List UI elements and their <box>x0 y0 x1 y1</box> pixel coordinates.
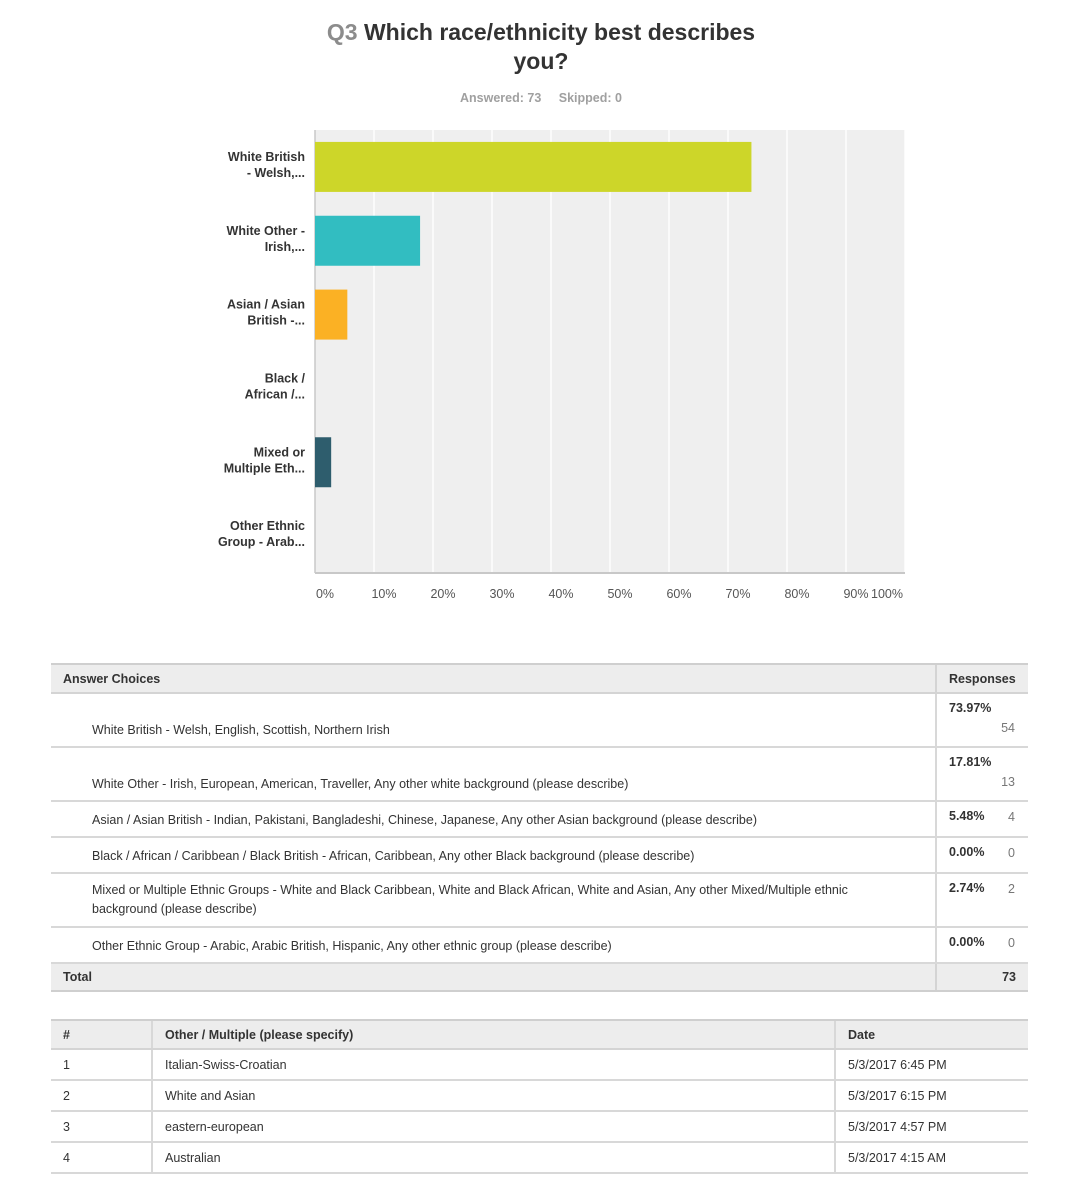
category-label: African /... <box>244 387 305 402</box>
table-row <box>51 1142 1028 1173</box>
answer-row <box>51 873 1028 927</box>
x-tick-label: 0% <box>315 587 335 601</box>
other-responses-table <box>51 1019 1028 1174</box>
category-label: Mixed or <box>253 445 305 460</box>
answer-choice-text: Mixed or Multiple Ethnic Groups - White and Black Caribbean, White and Black African, White and Asian, Any other Mixed/Multiple ethnic background (please describe) <box>92 882 848 916</box>
answer-percent: 5.48% <box>949 809 985 823</box>
row-date: 5/3/2017 4:15 AM <box>835 1142 1028 1173</box>
bar <box>315 437 331 487</box>
table-row <box>51 1080 1028 1111</box>
category-label: Asian / Asian <box>226 297 305 312</box>
question-number: Q3 <box>326 19 358 45</box>
responses-header: Responses <box>936 664 1028 693</box>
answer-percent: 17.81% <box>949 755 992 769</box>
category-label: Black / <box>264 371 305 386</box>
total-row <box>51 963 1028 991</box>
x-tick-label: 70% <box>725 587 751 601</box>
category-label: British -... <box>247 313 305 328</box>
question-title <box>0 18 1082 76</box>
bar <box>315 290 347 340</box>
row-number: 2 <box>51 1080 152 1111</box>
row-text: White and Asian <box>152 1080 835 1111</box>
row-date: 5/3/2017 6:45 PM <box>835 1049 1028 1080</box>
answer-choice-text: Asian / Asian British - Indian, Pakistani, Bangladeshi, Chinese, Japanese, Any other Asian background (please describe) <box>92 813 757 827</box>
response-stats <box>0 91 1082 105</box>
row-date: 5/3/2017 6:15 PM <box>835 1080 1028 1111</box>
row-number: 4 <box>51 1142 152 1173</box>
answer-count: 2 <box>1008 882 1015 896</box>
other-table-header <box>51 1020 1028 1049</box>
x-tick-label: 50% <box>607 587 633 601</box>
date-header: Date <box>835 1020 1028 1049</box>
answer-row <box>51 747 1028 801</box>
response-bar-chart <box>200 125 920 615</box>
answer-percent: 73.97% <box>949 701 992 715</box>
answer-count: 13 <box>1001 775 1015 789</box>
answer-choices-header: Answer Choices <box>51 664 936 693</box>
x-tick-label: 30% <box>489 587 515 601</box>
answered-count: Answered: 73 <box>460 91 542 105</box>
answer-table-header <box>51 664 1028 693</box>
question-text-line2: you? <box>513 48 569 74</box>
answer-count: 4 <box>1008 810 1015 824</box>
category-label: Group - Arab... <box>217 535 305 550</box>
x-tick-label: 100% <box>871 587 903 601</box>
answer-choice-text: Black / African / Caribbean / Black British - African, Caribbean, Any other Black background (please describe) <box>92 849 695 863</box>
category-label: Other Ethnic <box>229 519 305 534</box>
number-header: # <box>51 1020 152 1049</box>
table-row <box>51 1049 1028 1080</box>
answer-choices-table <box>51 663 1028 992</box>
row-number: 3 <box>51 1111 152 1142</box>
row-text: Australian <box>152 1142 835 1173</box>
x-tick-label: 80% <box>784 587 810 601</box>
category-label: White British <box>227 149 305 164</box>
x-tick-label: 20% <box>430 587 456 601</box>
answer-choice-text: White Other - Irish, European, American, Traveller, Any other white background (please describe) <box>92 777 629 791</box>
category-label: - Welsh,... <box>246 165 305 180</box>
total-label: Total <box>51 963 936 991</box>
answer-row <box>51 927 1028 963</box>
question-text-line1: Which race/ethnicity best describes <box>363 19 756 45</box>
row-number: 1 <box>51 1049 152 1080</box>
answer-choice-text: White British - Welsh, English, Scottish, Northern Irish <box>92 723 390 737</box>
row-text: eastern-european <box>152 1111 835 1142</box>
x-tick-label: 60% <box>666 587 692 601</box>
answer-percent: 2.74% <box>949 881 985 895</box>
answer-count: 0 <box>1008 846 1015 860</box>
answer-row <box>51 837 1028 873</box>
answer-count: 54 <box>1001 721 1015 735</box>
bar <box>315 216 420 266</box>
x-tick-label: 90% <box>843 587 869 601</box>
table-row <box>51 1111 1028 1142</box>
answer-count: 0 <box>1008 936 1015 950</box>
total-value: 73 <box>936 963 1028 991</box>
specify-header: Other / Multiple (please specify) <box>152 1020 835 1049</box>
answer-percent: 0.00% <box>949 845 985 859</box>
category-label: Irish,... <box>264 239 305 254</box>
row-date: 5/3/2017 4:57 PM <box>835 1111 1028 1142</box>
answer-percent: 0.00% <box>949 935 985 949</box>
x-tick-label: 40% <box>548 587 574 601</box>
skipped-count: Skipped: 0 <box>558 91 622 105</box>
answer-row <box>51 801 1028 837</box>
answer-row <box>51 693 1028 747</box>
category-label: White Other - <box>226 223 305 238</box>
x-tick-label: 10% <box>371 587 397 601</box>
answer-choice-text: Other Ethnic Group - Arabic, Arabic British, Hispanic, Any other ethnic group (please describe) <box>92 939 612 953</box>
category-label: Multiple Eth... <box>223 461 305 476</box>
bar <box>315 142 751 192</box>
row-text: Italian-Swiss-Croatian <box>152 1049 835 1080</box>
